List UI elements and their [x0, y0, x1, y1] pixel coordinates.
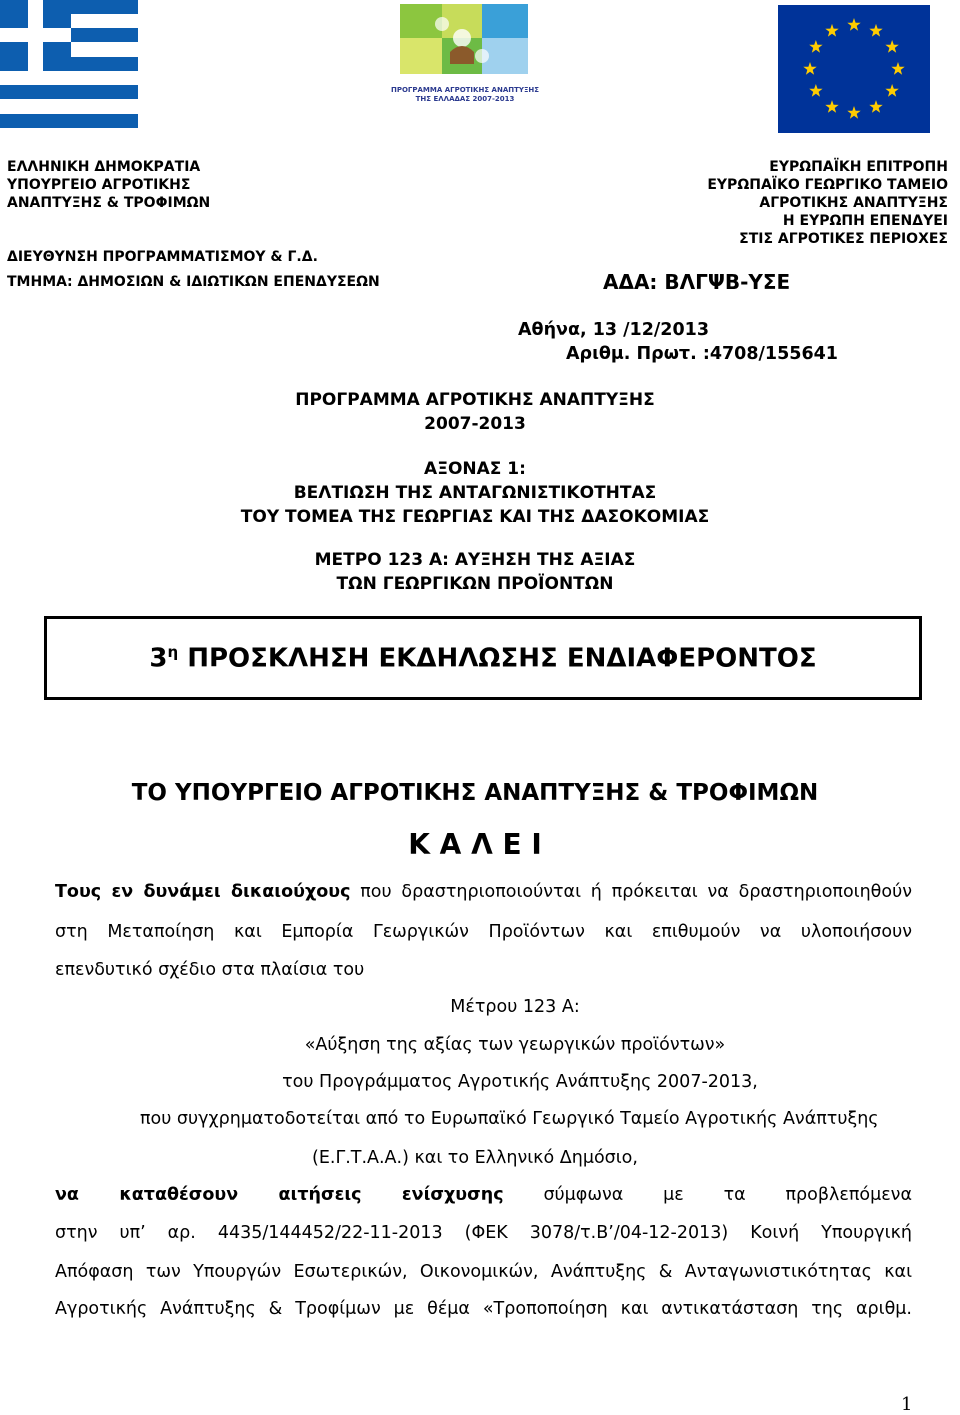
eu-line-3: ΑΓΡΟΤΙΚΗΣ ΑΝΑΠΤΥΞΗΣ [759, 195, 948, 211]
beneficiaries-bold: Τους εν δυνάμει δικαιούχους [55, 882, 351, 902]
axis-line-3: ΤΟΥ ΤΟΜΕΑ ΤΗΣ ΓΕΩΡΓΙΑΣ ΚΑΙ ΤΗΣ ΔΑΣΟΚΟΜΙΑΣ [240, 507, 710, 527]
axis-line-1: ΑΞΟΝΑΣ 1: [424, 459, 526, 479]
eu-line-4: Η ΕΥΡΩΠΗ ΕΠΕΝΔΥΕΙ [782, 213, 948, 229]
measure-quote: «Αύξηση της αξίας των γεωργικών προϊόντων» [304, 1035, 726, 1055]
programme-title [0, 388, 960, 436]
dept-line-1: ΔΙΕΥΘΥΝΣΗ ΠΡΟΓΡΑΜΜΑΤΙΣΜΟΥ & Γ.Δ. [7, 249, 318, 265]
logo-text [390, 86, 540, 104]
protocol-number: Αριθμ. Πρωτ. :4708/155641 [566, 344, 838, 364]
measure-reference: Μέτρου 123 Α: [450, 997, 580, 1017]
right-organization [707, 158, 948, 248]
paragraph-1-line-1 [55, 882, 912, 902]
paragraph-2-line-1 [55, 1185, 912, 1205]
programme-title-line-1: ΠΡΟΓΡΑΜΜΑ ΑΓΡΟΤΙΚΗΣ ΑΝΑΠΤΥΞΗΣ [295, 390, 655, 410]
eu-line-1: ΕΥΡΩΠΑΪΚΗ ΕΠΙΤΡΟΠΗ [769, 159, 948, 175]
org-line-2: ΥΠΟΥΡΓΕΙΟ ΑΓΡΟΤΙΚΗΣ [7, 177, 191, 193]
call-title-text: ΠΡΟΣΚΛΗΣΗ ΕΚΔΗΛΩΣΗΣ ΕΝΔΙΑΦΕΡΟΝΤΟΣ [187, 643, 817, 674]
eu-line-2: ΕΥΡΩΠΑΪΚΟ ΓΕΩΡΓΙΚΟ ΤΑΜΕΙΟ [707, 177, 948, 193]
paragraph-1-line-3: επενδυτικό σχέδιο στα πλαίσια του [55, 960, 365, 980]
eu-line-5: ΣΤΙΣ ΑΓΡΟΤΙΚΕΣ ΠΕΡΙΟΧΕΣ [739, 231, 948, 247]
ministry-heading: ΤΟ ΥΠΟΥΡΓΕΙΟ ΑΓΡΟΤΙΚΗΣ ΑΝΑΠΤΥΞΗΣ & ΤΡΟΦΙΜΩΝ [131, 780, 819, 806]
programme-title-line-2: 2007-2013 [424, 414, 526, 434]
org-line-3: ΑΝΑΠΤΥΞΗΣ & ΤΡΟΦΙΜΩΝ [7, 195, 211, 211]
call-title [47, 643, 919, 674]
logo-line-2: ΤΗΣ ΕΛΛΑΔΑΣ 2007-2013 [415, 95, 515, 103]
puzzle-logo-icon [390, 0, 540, 82]
org-line-1: ΕΛΛΗΝΙΚΗ ΔΗΜΟΚΡΑΤΙΑ [7, 159, 201, 175]
dept-line-2: ΤΜΗΜΑ: ΔΗΜΟΣΙΩΝ & ΙΔΙΩΤΙΚΩΝ ΕΠΕΝΔΥΣΕΩΝ [7, 274, 380, 290]
greek-flag-icon [0, 0, 138, 128]
left-department [7, 248, 380, 291]
paragraph-1-line-2: στη Μεταποίηση και Εμπορία Γεωργικών Προϊόντων και επιθυμούν να υλοποιήσουν [55, 922, 912, 942]
logo-line-1: ΠΡΟΓΡΑΜΜΑ ΑΓΡΟΤΙΚΗΣ ΑΝΑΠΤΥΞΗΣ [390, 86, 540, 94]
calls-heading: Κ Α Λ Ε Ι [408, 828, 542, 861]
programme-reference: του Προγράμματος Αγροτικής Ανάπτυξης 2007-2013, [282, 1072, 758, 1092]
paragraph-2-line-2: στην υπ’ αρ. 4435/144452/22-11-2013 (ΦΕΚ 3078/τ.Β’/04-12-2013) Κοινή Υπουργική [55, 1223, 912, 1243]
page-number: 1 [901, 1394, 913, 1415]
axis-block [0, 457, 960, 529]
date: Αθήνα, 13 /12/2013 [518, 320, 709, 340]
ada-code: ΑΔΑ: ΒΛΓΨΒ-ΥΣΕ [603, 270, 791, 294]
eu-flag-icon [778, 5, 930, 133]
paragraph-2-line-4: Αγροτικής Ανάπτυξης & Τροφίμων με θέμα «Τροποποίηση και αντικατάσταση της αριθμ. [55, 1299, 912, 1319]
measure-line-2: ΤΩΝ ΓΕΩΡΓΙΚΩΝ ΠΡΟΪΟΝΤΩΝ [336, 574, 614, 594]
rural-development-logo [390, 0, 540, 108]
axis-line-2: ΒΕΛΤΙΩΣΗ ΤΗΣ ΑΝΤΑΓΩΝΙΣΤΙΚΟΤΗΤΑΣ [293, 483, 657, 503]
paragraph-2-line-3: Απόφαση των Υπουργών Εσωτερικών, Οικονομικών, Ανάπτυξης & Ανταγωνιστικότητας και [55, 1262, 912, 1282]
call-superscript: η [167, 643, 179, 661]
measure-line-1: ΜΕΤΡΟ 123 Α: ΑΥΞΗΣΗ ΤΗΣ ΑΞΙΑΣ [314, 550, 636, 570]
fund-line: (Ε.Γ.Τ.Α.Α.) και το Ελληνικό Δημόσιο, [312, 1148, 638, 1168]
p1-rest: που δραστηριοποιούνται ή πρόκειται να δραστηριοποιηθούν [350, 882, 912, 902]
cofinanced-line: που συγχρηματοδοτείται από το Ευρωπαϊκό Γεωργικό Ταμείο Αγροτικής Ανάπτυξης [140, 1109, 879, 1129]
measure-block [0, 548, 960, 596]
p2-rest: σύμφωνα με τα προβλεπόμενα [503, 1185, 912, 1205]
submit-applications-bold: να καταθέσουν αιτήσεις ενίσχυσης [55, 1185, 504, 1205]
left-organization [7, 158, 210, 212]
call-number: 3 [149, 643, 168, 674]
call-title-box [44, 616, 922, 700]
